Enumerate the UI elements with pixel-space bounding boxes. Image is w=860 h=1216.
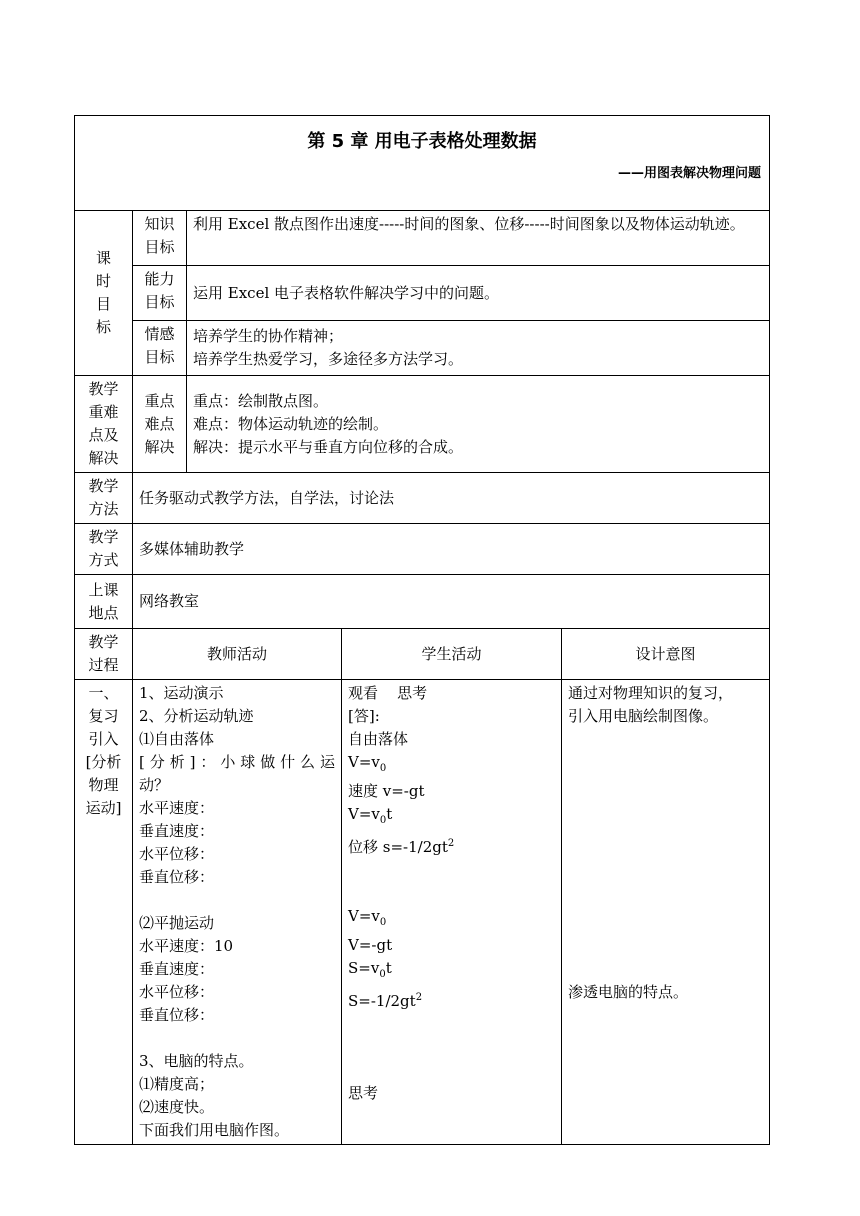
label-line: 方法 <box>88 500 119 518</box>
label-line: 地点 <box>88 603 119 622</box>
keypoints-text <box>187 376 770 473</box>
text-line: 动？ <box>139 776 170 794</box>
label-char: 标 <box>95 318 111 336</box>
text-line: [答]: <box>348 707 380 725</box>
text-line: 1、运动演示 <box>139 684 224 702</box>
text-line: 通过对物理知识的复习， <box>568 684 734 702</box>
text-line: 垂直速度： <box>139 960 215 978</box>
design-intent-header: 设计意图 <box>562 629 770 680</box>
label-line: 情感 <box>144 325 175 343</box>
text-line: ⑴精度高； <box>139 1075 215 1093</box>
formula-text: t <box>385 959 392 977</box>
text-line: 垂直位移： <box>139 1006 215 1024</box>
label-line: [分析 <box>85 753 122 771</box>
emotion-label <box>133 321 187 376</box>
formula-line <box>348 957 555 986</box>
mode-label <box>75 524 133 575</box>
text-line: 垂直速度： <box>139 822 215 840</box>
formula-line <box>348 803 555 832</box>
text-line: 培养学生的协作精神； <box>193 327 344 345</box>
knowledge-text: 利用 Excel 散点图作出速度-----时间的图象、位移-----时间图象以及物体运动轨迹。 <box>187 211 770 266</box>
label-line: 物理 <box>88 776 119 794</box>
label-line: 一、 <box>88 684 119 702</box>
text-line: 水平位移： <box>139 983 215 1001</box>
blank-line <box>139 889 335 912</box>
knowledge-label <box>133 211 187 266</box>
text-line: 速度 v=-gt <box>348 782 425 800</box>
label-line: 能力 <box>144 270 175 288</box>
formula-text: V=v <box>348 805 380 823</box>
emotion-text <box>187 321 770 376</box>
label-char: 课 <box>95 249 111 267</box>
text-line: 2、分析运动轨迹 <box>139 707 254 725</box>
text-line: 思考 <box>348 1084 379 1102</box>
blank-line <box>348 1036 555 1059</box>
formula-text: 位移 s=-1/2gt <box>348 838 448 856</box>
label-line: 教学 <box>88 633 119 651</box>
label-line: 解决 <box>144 437 175 456</box>
label-line: 目标 <box>144 238 175 256</box>
text-line: ⑵平抛运动 <box>139 914 215 932</box>
blank-line <box>348 1013 555 1036</box>
label-line: 解决 <box>88 449 119 467</box>
method-label <box>75 473 133 524</box>
superscript: 2 <box>415 992 423 1003</box>
design-intent <box>562 680 770 1145</box>
text-line: 培养学生热爱学习，多途径多方法学习。 <box>193 350 464 368</box>
text-line: 引入用电脑绘制图像。 <box>568 707 719 725</box>
formula-line <box>348 832 555 859</box>
page-subtitle: ——用图表解决物理问题 <box>617 166 761 181</box>
label-line: 难点 <box>144 414 175 433</box>
subscript: 0 <box>379 917 387 928</box>
label-line: 上课 <box>88 580 119 599</box>
text-line: 观看 思考 <box>348 684 428 702</box>
text-line: 水平速度：10 <box>139 937 234 955</box>
label-line: 知识 <box>144 215 175 233</box>
text-line: 自由落体 <box>348 730 409 748</box>
label-line: 运动] <box>85 799 122 817</box>
mode-text: 多媒体辅助教学 <box>133 524 770 575</box>
formula-text: t <box>386 805 393 823</box>
title-cell <box>75 116 770 211</box>
formula-line <box>348 986 555 1013</box>
text-line: ⑴自由落体 <box>139 730 215 748</box>
formula-text: V=v <box>348 753 380 771</box>
label-line: 重点 <box>144 391 175 410</box>
text-line: 下面我们用电脑作图。 <box>139 1121 290 1139</box>
place-text: 网络教室 <box>133 575 770 629</box>
page-title: 第 5 章 用电子表格处理数据 <box>307 131 537 152</box>
subscript: 0 <box>379 763 387 774</box>
student-activity <box>342 680 562 1145</box>
label-line: 引入 <box>88 730 119 748</box>
formula-text: V=v <box>348 907 380 925</box>
blank-line <box>348 882 555 905</box>
label-line: 点及 <box>88 426 119 444</box>
keypoints-sublabel <box>133 376 187 473</box>
text-line: 渗透电脑的特点。 <box>568 983 689 1001</box>
lesson-plan <box>74 115 769 1145</box>
formula-line <box>348 751 555 780</box>
blank-line <box>348 859 555 882</box>
label-line: 教学 <box>88 380 119 398</box>
text-line: ⑵速度快。 <box>139 1098 215 1116</box>
text-line: 水平速度： <box>139 799 215 817</box>
process-label <box>75 629 133 680</box>
teacher-activity-header: 教师活动 <box>133 629 342 680</box>
label-line: 教学 <box>88 528 119 546</box>
text-line: 重点：绘制散点图。 <box>193 391 329 410</box>
text-line: [分析]：小球做什么运 <box>139 753 335 771</box>
label-line: 复习 <box>88 707 119 725</box>
superscript: 2 <box>447 838 455 849</box>
method-text: 任务驱动式教学方法，自学法，讨论法 <box>133 473 770 524</box>
label-char: 目 <box>95 295 111 313</box>
text-line: 垂直位移： <box>139 868 215 886</box>
label-line: 教学 <box>88 477 119 495</box>
label-line: 方式 <box>88 551 119 569</box>
objectives-label <box>75 211 133 376</box>
blank-space <box>568 728 763 981</box>
blank-line <box>348 1059 555 1082</box>
place-label <box>75 575 133 629</box>
lesson-table <box>74 115 770 1145</box>
formula-line <box>348 905 555 934</box>
subscript: 0 <box>379 815 387 826</box>
formula-text: S=-1/2gt <box>348 992 416 1010</box>
keypoints-label <box>75 376 133 473</box>
ability-label <box>133 266 187 321</box>
label-line: 目标 <box>144 293 175 311</box>
label-char: 时 <box>95 272 111 290</box>
label-line: 过程 <box>88 656 119 674</box>
text-line: 难点：物体运动轨迹的绘制。 <box>193 414 389 433</box>
student-activity-header: 学生活动 <box>342 629 562 680</box>
teacher-activity <box>133 680 342 1145</box>
text-line: 3、电脑的特点。 <box>139 1052 254 1070</box>
text-line: 水平位移： <box>139 845 215 863</box>
subscript: 0 <box>379 969 386 980</box>
ability-text: 运用 Excel 电子表格软件解决学习中的问题。 <box>187 266 770 321</box>
text-line: V=-gt <box>348 936 393 954</box>
label-line: 目标 <box>144 348 175 366</box>
section-label <box>75 680 133 1145</box>
formula-text: S=v <box>348 959 380 977</box>
label-line: 重难 <box>88 403 119 421</box>
blank-line <box>139 1027 335 1050</box>
text-line: 解决：提示水平与垂直方向位移的合成。 <box>193 437 464 456</box>
